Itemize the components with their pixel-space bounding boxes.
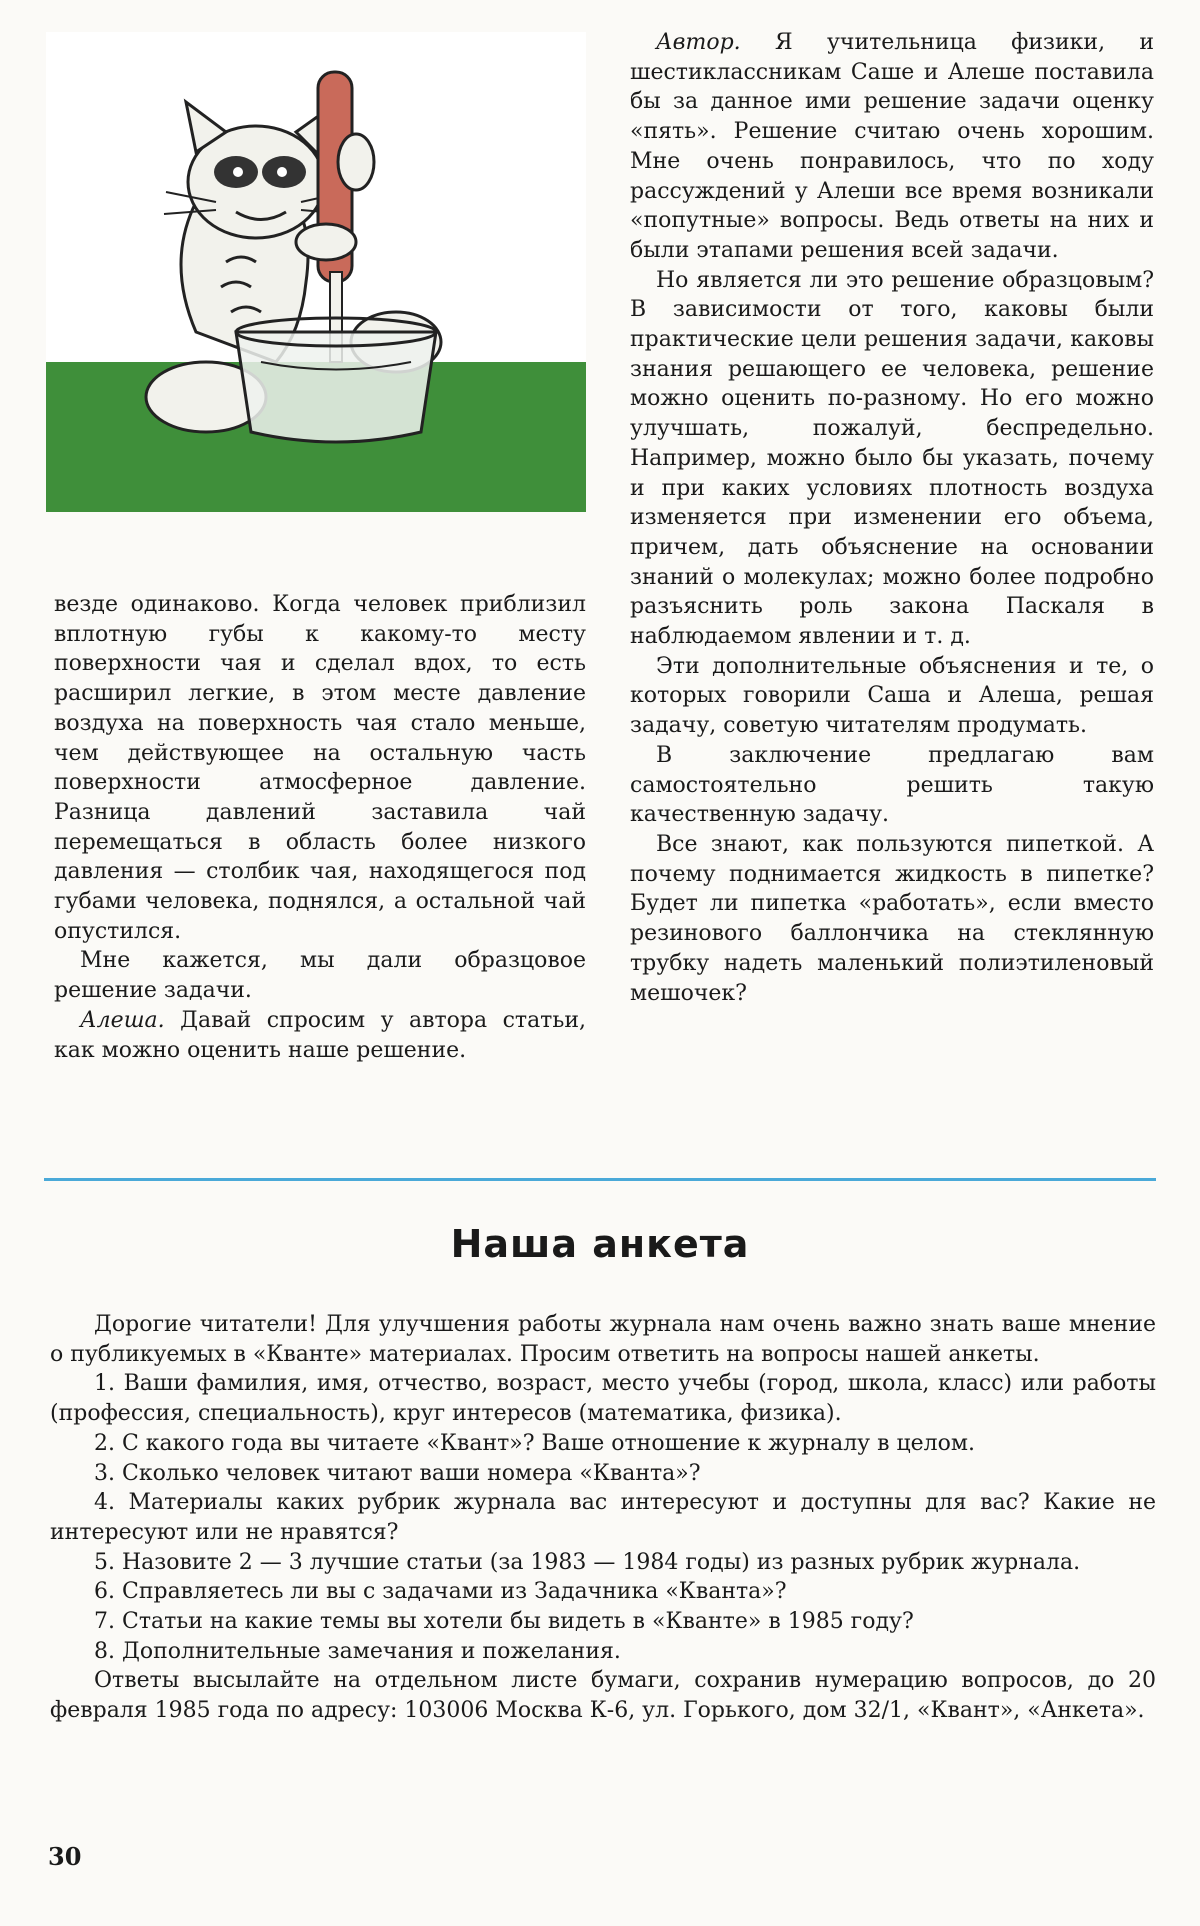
survey-question: 3. Сколько человек читают ваши номера «Кванта»? [94,1460,701,1486]
mortar [236,332,436,442]
paragraph: Но является ли это решение образцовым? В зависимости от того, каковы были практические цели решения задачи, каковы знания решающего ее человека, решение можно оценить по-разному. Но его можно улучшать, пожалуй, беспредельно. Например, можно было бы указать, почему и при каких условиях плотность воздуха изменяется при изменении его объема, причем, дать объяснение на основании знаний о молекулах; можно более подробно разъяснить роль закона Паскаля в наблюдаемом явлении и т. д. [630,267,1154,650]
left-column [54,590,586,1065]
page-number: 30 [48,1842,82,1871]
survey-question: 1. Ваши фамилия, имя, отчество, возраст, место учебы (город, школа, класс) или работы (профессия, специальность), круг интересов (математика, физика). [50,1371,1156,1427]
speaker-name: Автор. [656,30,741,55]
survey-closing: Ответы высылайте на отдельном листе бумаги, сохранив нумерацию вопросов, до 20 февраля 1985 года по адресу: 103006 Москва К-6, ул. Горького, дом 32/1, «Квант», «Анкета». [50,1668,1156,1724]
survey-body [50,1310,1156,1726]
section-divider [44,1178,1156,1181]
survey-question: 8. Дополнительные замечания и пожелания. [94,1638,621,1664]
survey-question: 7. Статьи на какие темы вы хотели бы видеть в «Кванте» в 1985 году? [94,1609,914,1635]
cat-illustration [46,32,586,512]
paragraph: В заключение предлагаю вам самостоятельно решить такую качественную задачу. [630,742,1154,828]
paragraph: везде одинаково. Когда человек приблизил вплотную губы к какому-то месту поверхности чая и сделал вдох, то есть расширил легкие, в этом месте давление воздуха на поверхность чая стало меньше, чем действующее на остальную часть поверхности атмосферное давление. Разница давлений заставила чай перемещаться в область более низкого давления — столбик чая, находящегося под губами человека, поднялся, а остальной чай опустился. [54,592,586,944]
survey-question: 6. Справляетесь ли вы с задачами из Задачника «Кванта»? [94,1579,787,1605]
survey-question: 5. Назовите 2 — 3 лучшие статьи (за 1983 — 1984 годы) из разных рубрик журнала. [94,1549,1081,1575]
paragraph: Все знают, как пользуются пипеткой. А почему поднимается жидкость в пипетке? Будет ли пипетка «работать», если вместо резинового баллончика на стеклянную трубку надеть маленький полиэтиленовый мешочек? [630,831,1154,1006]
survey-intro: Дорогие читатели! Для улучшения работы журнала нам очень важно знать ваше мнение о публикуемых в «Кванте» материалах. Просим ответить на вопросы нашей анкеты. [50,1312,1156,1367]
section-title: Наша анкета [450,1222,750,1266]
speaker-name: Алеша. [80,1007,165,1033]
dialogue-alesha: Алеша. Давай спросим у автора статьи, как можно оценить наше решение. [54,1007,586,1063]
survey-question: 4. Материалы каких рубрик журнала вас интересуют и доступны для вас? Какие не интересуют или не нравятся? [50,1490,1156,1545]
survey-question: 2. С какого года вы читаете «Квант»? Ваше отношение к журналу в целом. [94,1430,975,1456]
right-column [630,28,1154,1008]
dialogue-author: Автор. Я учительница физики, и шестиклассникам Саше и Алеше поставила бы за данное ими решение задачи оценку «пять». Решение считаю очень хорошим. Мне очень понравилось, что по ходу рассуждений у Алеши все время возникали «попутные» вопросы. Ведь ответы на них и были этапами решения всей задачи. [630,30,1154,263]
paragraph: Мне кажется, мы дали образцовое решение задачи. [54,948,586,1004]
paragraph: Эти дополнительные объяснения и те, о которых говорили Саша и Алеша, решая задачу, советую читателям продумать. [630,653,1154,739]
